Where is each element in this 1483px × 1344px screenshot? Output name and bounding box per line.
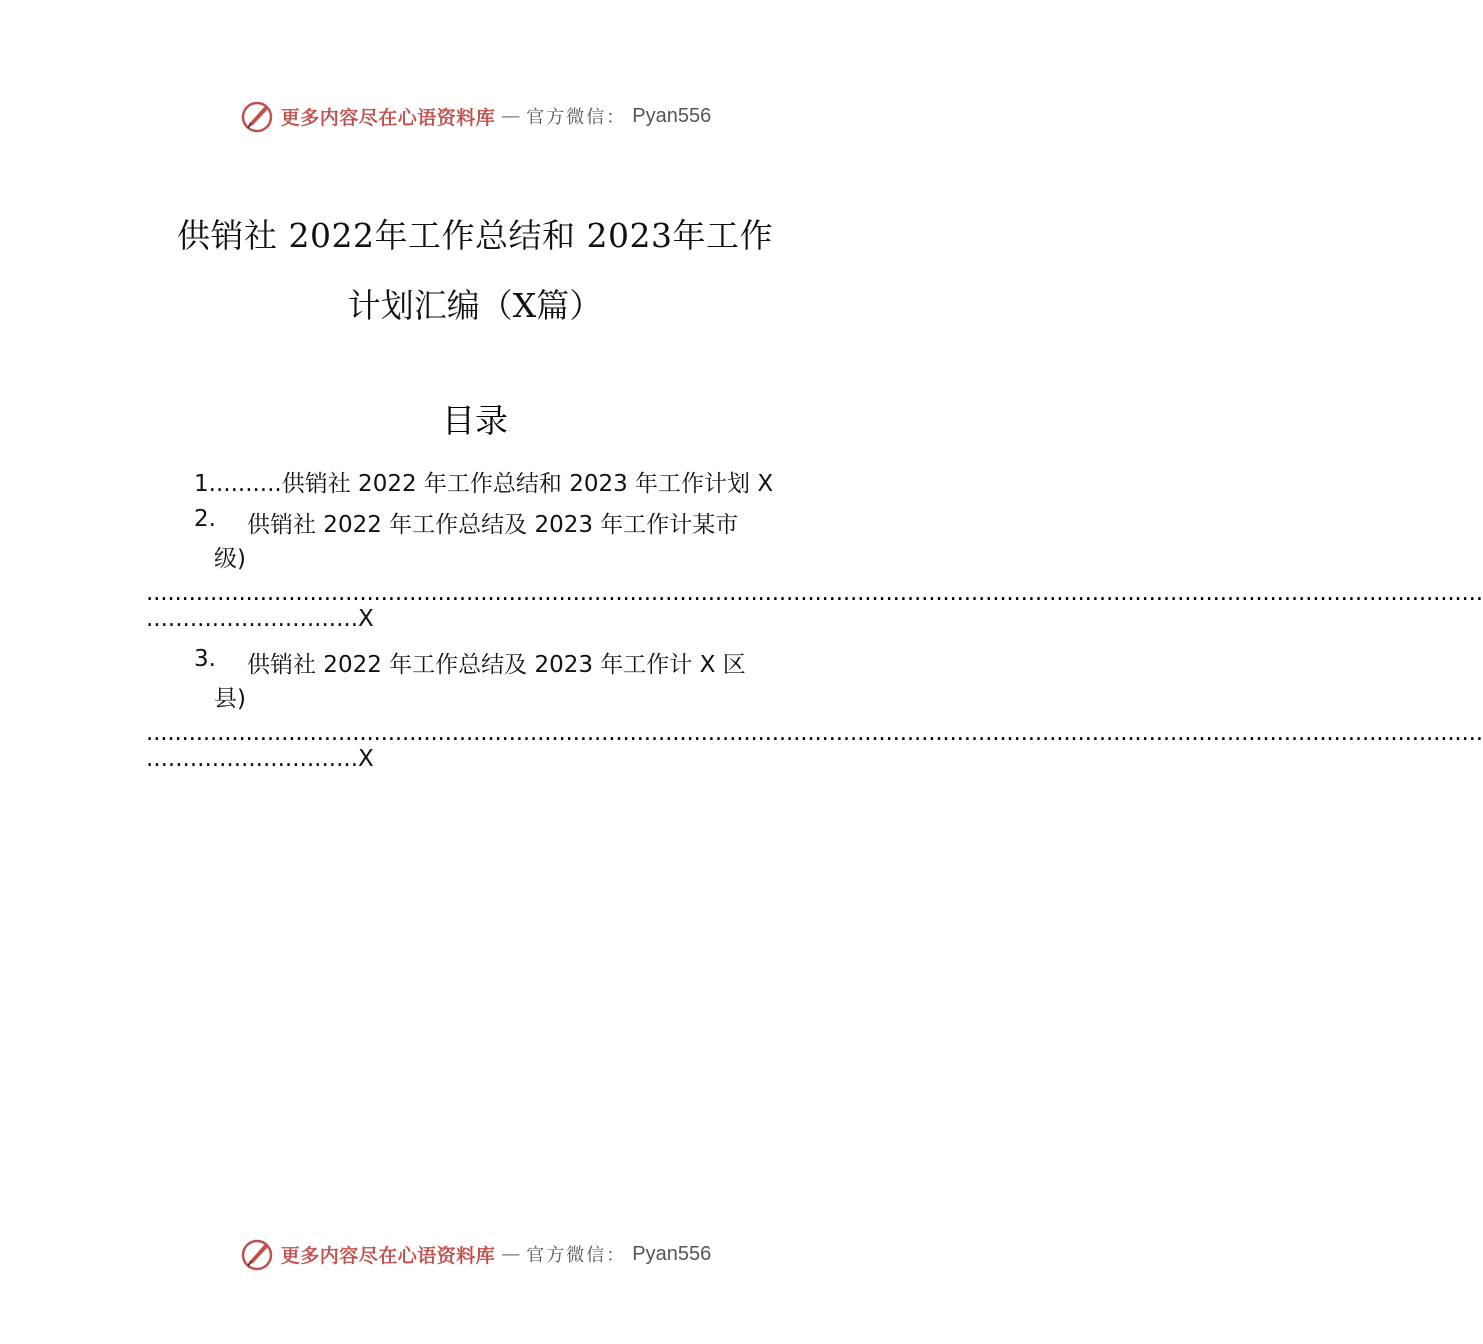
toc-item-3-page: .............................X	[146, 746, 374, 772]
watermark-dash: —	[501, 1243, 521, 1265]
toc-item-2-number: 2.	[194, 506, 216, 532]
watermark-dash: —	[501, 105, 521, 127]
watermark-wechat-id: Pyan556	[632, 1242, 712, 1265]
watermark-wechat-label: 官方微信：	[526, 1245, 627, 1266]
toc-item-2-title[interactable]: 供销社 2022 年工作总结及 2023 年工作计某市	[247, 512, 739, 538]
watermark-wechat-id: Pyan556	[632, 104, 712, 127]
quill-logo-icon	[239, 98, 275, 134]
document-title-line2: 计划汇编（X篇）	[347, 286, 603, 325]
header-watermark	[0, 96, 950, 136]
document-title-line1: 供销社 2022年工作总结和 2023年工作	[177, 216, 773, 255]
toc-item-2-page: .............................X	[146, 606, 374, 632]
toc-heading: 目录	[442, 401, 508, 440]
watermark-site-text: 更多内容尽在心语资料库	[280, 1244, 496, 1267]
watermark-site-text: 更多内容尽在心语资料库	[280, 106, 496, 129]
quill-logo-icon	[239, 1236, 275, 1272]
toc-item-1[interactable]: 1..........供销社 2022 年工作总结和 2023 年工作计划 X	[194, 471, 774, 497]
toc-item-3-number: 3.	[194, 646, 216, 672]
toc-item-3-title-cont[interactable]: 县)	[214, 686, 246, 712]
toc-item-2-leader: ............................................................................................................................................................................................	[146, 580, 1483, 606]
toc-item-3-title[interactable]: 供销社 2022 年工作总结及 2023 年工作计 X 区	[247, 652, 746, 678]
toc-item-3-leader: ............................................................................................................................................................................................	[146, 720, 1483, 746]
toc-item-2-title-cont[interactable]: 级)	[214, 546, 246, 572]
footer-watermark	[0, 1234, 950, 1274]
watermark-wechat-label: 官方微信：	[526, 107, 627, 128]
